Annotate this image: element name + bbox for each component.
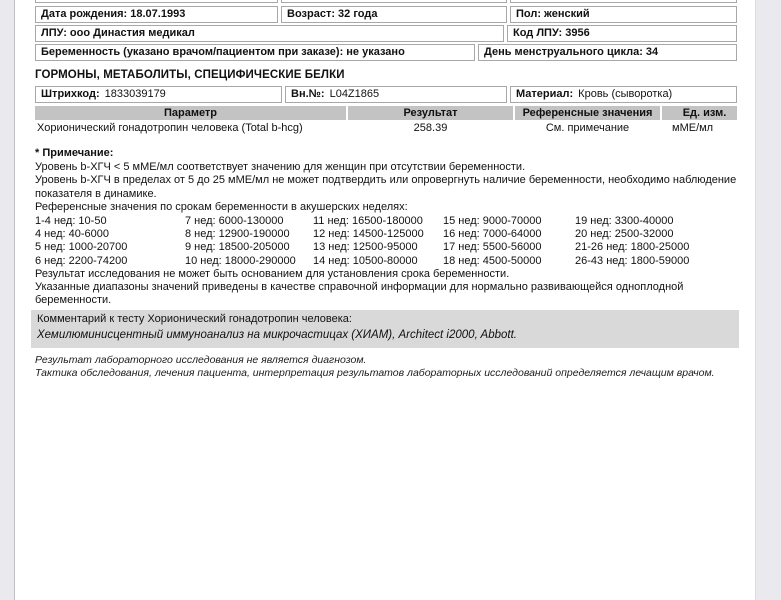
- week-range-cell: 11 нед: 16500-180000: [313, 215, 423, 228]
- week-ranges-table: [35, 215, 737, 268]
- document-page: [14, 0, 756, 600]
- barcode-cell: [35, 86, 282, 103]
- ranges-intro: Референсные значения по срокам беременности в акушерских неделях:: [35, 200, 408, 213]
- disclaimer-section: [35, 354, 737, 380]
- result-value: 258.39: [413, 122, 448, 134]
- patient-info-row-1: [35, 6, 737, 23]
- material-cell: [510, 86, 737, 103]
- disclaimer-line-1: Результат лабораторного исследования не является диагнозом.: [35, 354, 367, 367]
- header-reference: Референсные значения: [515, 106, 660, 120]
- results-table-header: [35, 106, 737, 120]
- week-range-cell: 6 нед: 2200-74200: [35, 254, 128, 267]
- clipped-cell: [35, 0, 278, 3]
- cycle-day-cell: День менструального цикла: 34: [478, 44, 737, 61]
- sex-cell: Пол: женский: [510, 6, 737, 23]
- test-comment-block: [31, 310, 739, 348]
- week-range-cell: 13 нед: 12500-95000: [313, 241, 418, 254]
- week-range-cell: 20 нед: 2500-32000: [575, 228, 674, 241]
- internal-number-label: Вн.№:: [291, 88, 325, 100]
- week-range-cell: 15 нед: 9000-70000: [443, 215, 542, 228]
- disclaimer-line-2: Тактика обследования, лечения пациента, интерпретация результатов лабораторных исследований определяется лечащим врачом.: [35, 367, 715, 380]
- header-result: Результат: [348, 106, 513, 120]
- clipped-top-row: [35, 0, 737, 4]
- comment-method: Хемилюминисцентный иммуноанализ на микрочастицах (ХИАМ), Architect i2000, Abbott.: [37, 329, 517, 342]
- week-range-cell: 19 нед: 3300-40000: [575, 215, 674, 228]
- week-range-cell: 7 нед: 6000-130000: [185, 215, 284, 228]
- week-row: [35, 215, 737, 228]
- week-range-cell: 26-43 нед: 1800-59000: [575, 254, 690, 267]
- barcode-label: Штрихкод:: [41, 88, 100, 100]
- age-cell: Возраст: 32 года: [281, 6, 507, 23]
- note-line-2: Уровень b-ХГЧ в пределах от 5 до 25 мМЕ/мл не может подтвердить или опровергнуть наличие беременности, необходимо наблюдение показателя в динамике.: [35, 174, 737, 200]
- comment-title: Комментарий к тесту Хорионический гонадотропин человека:: [37, 313, 352, 326]
- lpu-cell: ЛПУ: ооо Династия медикал: [35, 25, 504, 42]
- week-range-cell: 14 нед: 10500-80000: [313, 254, 418, 267]
- birth-date-cell: Дата рождения: 18.07.1993: [35, 6, 278, 23]
- patient-info-row-3: [35, 44, 737, 61]
- header-units: Ед. изм.: [662, 106, 737, 120]
- week-range-cell: 17 нед: 5500-56000: [443, 241, 542, 254]
- week-range-cell: 10 нед: 18000-290000: [185, 254, 296, 267]
- note-footer-1: Результат исследования не может быть основанием для установления срока беременности.: [35, 267, 510, 280]
- week-row: [35, 241, 737, 254]
- sample-row: [35, 86, 737, 103]
- week-range-cell: 18 нед: 4500-50000: [443, 254, 542, 267]
- week-row: [35, 228, 737, 241]
- week-row: [35, 255, 737, 268]
- barcode-value: 1833039179: [104, 88, 166, 100]
- note-line-1: Уровень b-ХГЧ < 5 мМЕ/мл соответствует значению для женщин при отсутствии беременности.: [35, 161, 526, 174]
- result-parameter: Хорионический гонадотропин человека (Total b-hcg): [37, 122, 303, 134]
- material-value: Кровь (сыворотка): [578, 88, 673, 100]
- notes-section: [35, 147, 737, 307]
- clipped-cell: [510, 0, 737, 3]
- patient-info-row-2: [35, 25, 737, 42]
- section-title: ГОРМОНЫ, МЕТАБОЛИТЫ, СПЕЦИФИЧЕСКИЕ БЕЛКИ: [35, 69, 345, 81]
- internal-number-value: L04Z1865: [329, 88, 380, 100]
- notes-title: * Примечание:: [35, 147, 114, 159]
- lpu-code-cell: Код ЛПУ: 3956: [507, 25, 737, 42]
- note-footer-2: Указанные диапазоны значений приведены в качестве справочной информации для нормально развивающейся одноплодной беременности.: [35, 281, 684, 307]
- week-range-cell: 5 нед: 1000-20700: [35, 241, 128, 254]
- result-reference: См. примечание: [545, 122, 630, 134]
- clipped-cell: [281, 0, 507, 3]
- result-units: мМЕ/мл: [672, 122, 714, 134]
- internal-number-cell: [285, 86, 507, 103]
- week-range-cell: 21-26 нед: 1800-25000: [575, 241, 690, 254]
- week-range-cell: 8 нед: 12900-190000: [185, 228, 290, 241]
- results-table-row: [35, 121, 737, 136]
- week-range-cell: 12 нед: 14500-125000: [313, 228, 424, 241]
- pregnancy-cell: Беременность (указано врачом/пациентом при заказе): не указано: [35, 44, 475, 61]
- week-range-cell: 4 нед: 40-6000: [35, 228, 110, 241]
- week-range-cell: 1-4 нед: 10-50: [35, 215, 107, 228]
- week-range-cell: 16 нед: 7000-64000: [443, 228, 542, 241]
- week-range-cell: 9 нед: 18500-205000: [185, 241, 290, 254]
- material-label: Материал:: [516, 88, 574, 100]
- header-parameter: Параметр: [35, 106, 346, 120]
- report-content: [15, 0, 755, 380]
